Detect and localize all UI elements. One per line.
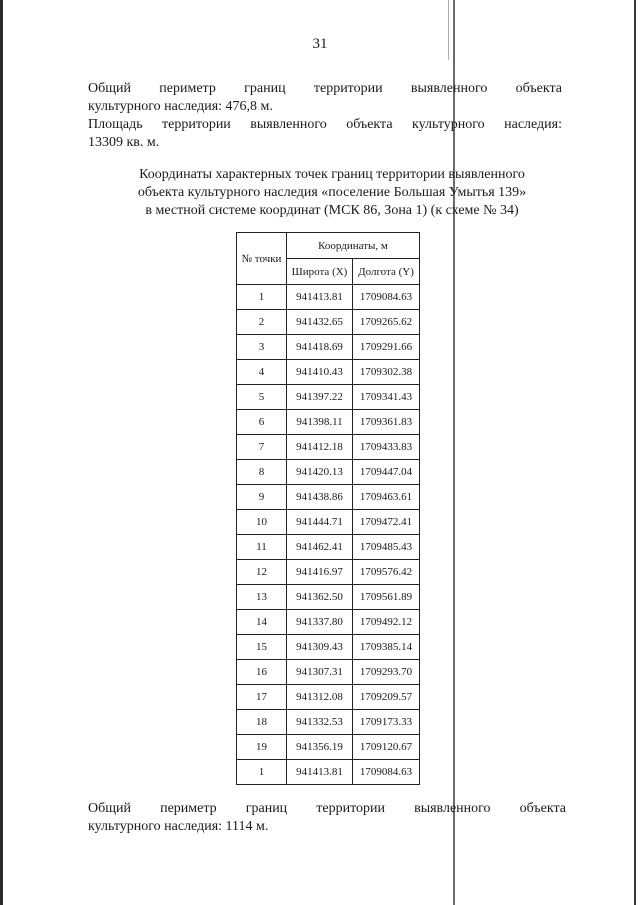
point-number-cell: 11	[237, 535, 287, 560]
heading-line-1: Координаты характерных точек границ территории выявленного	[139, 167, 525, 182]
header-coordinates: Координаты, м	[287, 233, 420, 259]
table-row	[237, 710, 420, 735]
perimeter-line-2: культурного наследия: 476,8 м.	[88, 99, 273, 114]
longitude-cell: 1709472.41	[353, 510, 420, 535]
longitude-cell: 1709492.12	[353, 610, 420, 635]
table-row	[237, 535, 420, 560]
latitude-cell: 941410.43	[287, 360, 353, 385]
longitude-cell: 1709341.43	[353, 385, 420, 410]
latitude-cell: 941337.80	[287, 610, 353, 635]
perimeter-paragraph	[88, 80, 562, 116]
point-number-cell: 19	[237, 735, 287, 760]
point-number-cell: 4	[237, 360, 287, 385]
latitude-cell: 941438.86	[287, 485, 353, 510]
table-row	[237, 460, 420, 485]
longitude-cell: 1709463.61	[353, 485, 420, 510]
coordinates-heading	[110, 166, 554, 220]
point-number-cell: 6	[237, 410, 287, 435]
longitude-cell: 1709173.33	[353, 710, 420, 735]
scan-left-edge	[0, 0, 3, 905]
longitude-cell: 1709361.83	[353, 410, 420, 435]
point-number-cell: 1	[237, 760, 287, 785]
latitude-cell: 941444.71	[287, 510, 353, 535]
table-row	[237, 310, 420, 335]
point-number-cell: 5	[237, 385, 287, 410]
longitude-cell: 1709302.38	[353, 360, 420, 385]
longitude-cell: 1709084.63	[353, 285, 420, 310]
longitude-cell: 1709447.04	[353, 460, 420, 485]
page-number: 31	[312, 36, 328, 52]
point-number-cell: 1	[237, 285, 287, 310]
table-row	[237, 660, 420, 685]
latitude-cell: 941397.22	[287, 385, 353, 410]
header-latitude: Широта (X)	[287, 259, 353, 285]
area-line-2: 13309 кв. м.	[88, 135, 160, 150]
latitude-cell: 941309.43	[287, 635, 353, 660]
table-row	[237, 610, 420, 635]
coordinates-table-body	[237, 285, 420, 785]
table-row	[237, 510, 420, 535]
longitude-cell: 1709576.42	[353, 560, 420, 585]
latitude-cell: 941413.81	[287, 285, 353, 310]
table-row	[237, 485, 420, 510]
longitude-cell: 1709293.70	[353, 660, 420, 685]
point-number-cell: 7	[237, 435, 287, 460]
latitude-cell: 941416.97	[287, 560, 353, 585]
longitude-cell: 1709385.14	[353, 635, 420, 660]
table-row	[237, 560, 420, 585]
latitude-cell: 941332.53	[287, 710, 353, 735]
point-number-cell: 15	[237, 635, 287, 660]
total-perimeter-paragraph	[88, 800, 566, 836]
longitude-cell: 1709433.83	[353, 435, 420, 460]
point-number-cell: 17	[237, 685, 287, 710]
point-number-cell: 3	[237, 335, 287, 360]
latitude-cell: 941432.65	[287, 310, 353, 335]
longitude-cell: 1709291.66	[353, 335, 420, 360]
latitude-cell: 941356.19	[287, 735, 353, 760]
point-number-cell: 13	[237, 585, 287, 610]
heading-line-2: объекта культурного наследия «поселение Большая Умытья 139»	[137, 185, 527, 200]
heading-line-3: в местной системе координат (МСК 86, Зона 1) (к схеме № 34)	[145, 203, 519, 218]
point-number-cell: 8	[237, 460, 287, 485]
header-longitude: Долгота (Y)	[353, 259, 420, 285]
longitude-cell: 1709209.57	[353, 685, 420, 710]
latitude-cell: 941307.31	[287, 660, 353, 685]
table-row	[237, 635, 420, 660]
longitude-cell: 1709265.62	[353, 310, 420, 335]
area-paragraph	[88, 116, 562, 152]
latitude-cell: 941362.50	[287, 585, 353, 610]
coordinates-table	[236, 232, 420, 785]
latitude-cell: 941413.81	[287, 760, 353, 785]
latitude-cell: 941418.69	[287, 335, 353, 360]
point-number-cell: 10	[237, 510, 287, 535]
scan-right-edge	[634, 0, 636, 905]
area-line-1: Площадь территории выявленного объекта культурного наследия:	[88, 117, 562, 132]
longitude-cell: 1709120.67	[353, 735, 420, 760]
total-perimeter-line-2: культурного наследия: 1114 м.	[88, 819, 269, 834]
latitude-cell: 941420.13	[287, 460, 353, 485]
longitude-cell: 1709561.89	[353, 585, 420, 610]
table-row	[237, 335, 420, 360]
header-point-number: № точки	[237, 233, 287, 285]
table-row	[237, 735, 420, 760]
table-row	[237, 410, 420, 435]
latitude-cell: 941312.08	[287, 685, 353, 710]
point-number-cell: 9	[237, 485, 287, 510]
latitude-cell: 941398.11	[287, 410, 353, 435]
perimeter-line-1: Общий периметр границ территории выявленного объекта	[88, 81, 562, 96]
total-perimeter-line-1: Общий периметр границ территории выявленного объекта	[88, 801, 566, 816]
table-row	[237, 760, 420, 785]
table-row	[237, 360, 420, 385]
latitude-cell: 941412.18	[287, 435, 353, 460]
point-number-cell: 14	[237, 610, 287, 635]
table-row	[237, 285, 420, 310]
point-number-cell: 16	[237, 660, 287, 685]
point-number-cell: 18	[237, 710, 287, 735]
point-number-cell: 2	[237, 310, 287, 335]
table-row	[237, 685, 420, 710]
point-number-cell: 12	[237, 560, 287, 585]
longitude-cell: 1709485.43	[353, 535, 420, 560]
latitude-cell: 941462.41	[287, 535, 353, 560]
table-row	[237, 585, 420, 610]
longitude-cell: 1709084.63	[353, 760, 420, 785]
table-row	[237, 385, 420, 410]
table-row	[237, 435, 420, 460]
